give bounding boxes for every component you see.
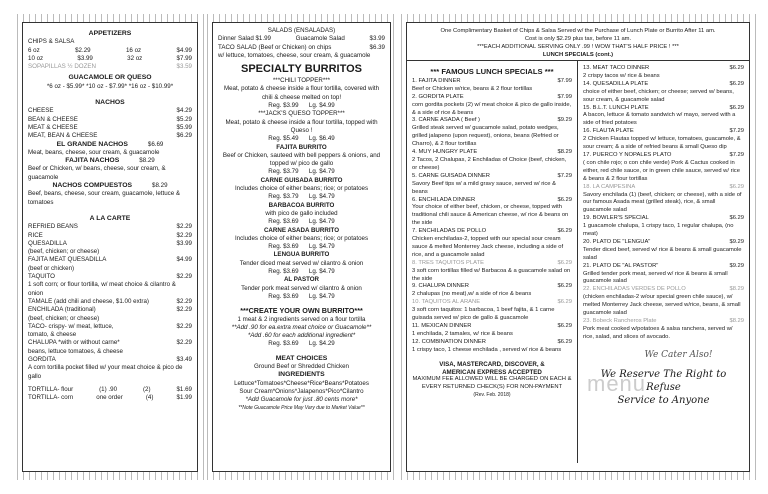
item-name: 18. LA CAMPESINA (583, 183, 636, 190)
tortilla-row (28, 386, 192, 394)
reg-price: Reg. $3.79 (268, 168, 299, 176)
nacho-special (28, 182, 192, 190)
item-price: $4.99 (176, 256, 192, 264)
cell: 6 oz (28, 46, 40, 54)
lg-price: Lg. $4.79 (308, 292, 335, 300)
burrito-price (218, 218, 385, 226)
tortilla-row (28, 394, 192, 402)
item-price: $2.29 (176, 322, 192, 330)
lg-price: Lg. $4.99 (308, 102, 335, 110)
burrito-desc: Meat, potato & cheese inside a flour tortilla, covered with chili & cheese melted on top! (223, 85, 380, 101)
cell: $3.99 (77, 54, 93, 62)
special-desc: 2 Tacos, 2 Chalupas, 2 Enchiladas of Choice (beef, chicken, or cheese) (412, 156, 567, 171)
special-desc: corn gordita pockets (2) w/ meat choice & pico de gallo inside, & a side of rice & beans (412, 101, 572, 116)
special-row (412, 149, 572, 157)
half-price-note: ***EACH ADDITIONAL SERVING ONLY .99 ! WOW THAT'S HALF PRICE ! *** (477, 44, 679, 50)
cards-accepted: VISA, MASTERCARD, DISCOVER, & (439, 360, 545, 368)
item-price: $6.29 (557, 196, 572, 203)
refuse-note: Service to Anyone (617, 394, 710, 406)
item-price: $2.29 (176, 273, 192, 281)
reg-price: Reg. $3.99 (268, 102, 299, 110)
special-row (412, 283, 572, 291)
special-desc: Your choice of either beef, chicken, or cheese, topped with traditional chili sauce & American cheese, w/ rice & beans on the side (412, 204, 569, 227)
special-desc: 1 enchilada, 2 tamales, w/ rice & beans (412, 330, 513, 337)
item-name: CHEESE (28, 107, 54, 115)
special-desc: Chicken enchiladas-2, topped with our special sour cream sauce & melted Monterrey Jack cheese, including a side of rice, and a guacamole salad (412, 236, 564, 258)
carte-row (28, 306, 192, 314)
special-row (583, 81, 744, 89)
cell: $7.99 (176, 54, 192, 62)
cell: 10 oz (28, 54, 44, 62)
fee-note: MAXIMUM FEE ALLOWED WILL BE CHARGED ON EACH & EVERY RETURNED CHECK(S) FOR NON-PAYMENT (412, 376, 572, 391)
cards-accepted: AMERICAN EXPRESS ACCEPTED (442, 368, 542, 376)
item-price: $2.29 (176, 339, 192, 347)
item-name: MEAT & CHEESE (28, 123, 78, 131)
refuse-note: We Reserve The Right to Refuse (600, 368, 727, 393)
item-desc: tomato, & cheese (28, 331, 77, 339)
item-name: 12. COMBINATION DINNER (412, 338, 486, 345)
special-row (583, 105, 744, 113)
item-desc: Meat, beans, cheese, sour cream, & guacamole (28, 148, 160, 156)
revision: (Rev. Feb. 2018) (473, 392, 511, 399)
special-desc: ( con chile rojo; o con chile verde) Pork & Cactus cooked in either, red chile sauce, or in green chile sauce, served w/ rice & beans & 2 flour tortillas (583, 159, 740, 182)
create-note: *Add .60 for each additional ingredient* (247, 332, 356, 340)
cell: one order (96, 394, 123, 402)
item: Dinner Salad $1.99 (218, 35, 271, 43)
special-desc: 1 guacamole chalupa, 1 crispy taco, 1 regular chalupa, (no meat) (583, 223, 734, 238)
reg-price: Reg. $5.49 (268, 135, 299, 143)
burrito-name: FAJITA BURRITO (276, 143, 327, 151)
special-row (583, 286, 744, 294)
item-price: $3.99 (369, 35, 385, 43)
item-price: $3.99 (176, 239, 192, 247)
cell: $1.99 (176, 394, 192, 402)
special-row (412, 94, 572, 102)
special-row (412, 117, 572, 125)
salad-row (218, 35, 385, 43)
section-title: GUACAMOLE OR QUESO (68, 74, 152, 82)
cell: $2.29 (75, 46, 91, 54)
item-desc: A corn tortilla pocket filled w/ your meat choice & pico de gallo (28, 364, 183, 380)
famous-lunch-specials (407, 61, 578, 463)
item-name: 17. PUERCO Y NOPALES PLATO (583, 151, 672, 158)
item-price: $2.29 (176, 297, 192, 305)
chips-offer: One Complimentary Basket of Chips & Salsa Served w/ the Purchase of Lunch Plate or Burrito After 11 am. (440, 28, 716, 34)
carte-row (28, 240, 192, 248)
item-name: GORDITA (28, 355, 56, 363)
item-price: $6.29 (557, 259, 572, 266)
sopapillas-row (28, 63, 192, 71)
carte-row (28, 223, 192, 231)
item-price: $5.99 (176, 123, 192, 131)
lg-price: Lg. $4.79 (308, 218, 335, 226)
create-price (218, 340, 385, 348)
item-price: $7.29 (557, 172, 572, 179)
reg-price: Reg. $3.69 (268, 218, 299, 226)
item-desc: Beef, beans, cheese, sour cream, guacamole, lettuce & tomatoes (28, 190, 181, 206)
item-price: $8.29 (152, 182, 168, 190)
item-price: $9.29 (729, 262, 744, 269)
item-price: $2.29 (176, 223, 192, 231)
special-row (412, 197, 572, 205)
cell: $4.99 (176, 46, 192, 54)
carte-row (28, 339, 192, 347)
special-desc: A bacon, lettuce & tomato sandwich w/ mayo, served with a side of fried potatoes (583, 112, 736, 127)
item-price: $6.29 (557, 338, 572, 345)
menu-panel-lunch-specials (398, 14, 758, 480)
reg-price: Reg. $3.69 (268, 243, 299, 251)
cell: 16 oz (125, 46, 142, 54)
chips-size-row (28, 55, 192, 63)
item-price: $6.39 (369, 43, 385, 51)
item-desc: (beef, chicken; or cheese) (28, 314, 100, 322)
burrito-desc: Includes choice of either beans; rice; or potatoes (234, 234, 369, 242)
lg-price: Lg. $4.79 (308, 243, 335, 251)
taco-salad-row (218, 44, 385, 52)
special-row (583, 318, 744, 326)
item-desc: 1 soft corn; or flour tortilla, w/ meat choice & cilantro & onion (28, 281, 176, 297)
carte-row (28, 273, 192, 281)
special-desc: 3 soft corn tortillas filled w/ Barbacoa & a guacamole salad on the side (412, 267, 571, 282)
special-desc: Beef or Chicken w/rice, beans & 2 flour tortillas (412, 85, 533, 92)
ingredients: Lettuce*Tomatoes*Cheese*Rice*Beans*Potatoes (234, 379, 369, 387)
item-name: 21. PLATO DE "AL PASTOR" (583, 262, 659, 269)
item-name: 13. MEAT TACO DINNER (583, 65, 650, 71)
cell: 32 oz (127, 54, 143, 62)
carte-row (28, 298, 192, 306)
burrito-name: ***CHILI TOPPER*** (272, 77, 331, 85)
chips-size-row (28, 47, 192, 55)
burrito-desc: Tender pork meat served w/ cilantro & onion (241, 284, 362, 292)
item-price: $6.29 (729, 65, 744, 71)
special-desc: Grilled tender pork meat, served w/ rice & beans & small guacamole salad (583, 270, 728, 285)
burrito-name: CARNE ASADA BURRITO (263, 226, 340, 234)
item-desc: Beef or Chicken, w/ beans, cheese, sour cream, & guacamole (28, 165, 166, 181)
item-price: $6.29 (729, 215, 744, 222)
special-desc: Grilled steak served w/ guacamole salad, potato wedges, grilled jalapeno (upon request), onions, beans (Refried or Charro), & 2 flour tortillas (412, 125, 559, 148)
item-name: 20. PLATO DE "LENGUA" (583, 238, 651, 245)
cell: TORTILLA- corn (28, 394, 74, 402)
cell: (1) .90 (99, 385, 118, 393)
nacho-special (28, 141, 192, 149)
item-name: FAJITA NACHOS (65, 157, 120, 165)
item-name: MEAT, BEAN & CHEESE (28, 132, 98, 140)
special-desc: 2 Chicken Flautas topped w/ lettuce, tomatoes, guacamole, & sour cream; & a side of refried beans & small Queso dip (583, 136, 741, 151)
burrito-name: LENGUA BURRITO (273, 251, 330, 259)
special-row (583, 184, 744, 192)
item-name: TAQUITO (28, 273, 55, 281)
menu-panel-burritos (204, 14, 399, 480)
special-desc: Tender diced beef, served w/ rice & beans & small guacamole salad (583, 246, 742, 261)
item-name: 19. BOWLER'S SPECIAL (583, 215, 649, 222)
item-price: $6.29 (557, 299, 572, 306)
item-price: $6.29 (176, 132, 192, 140)
item-name: 22. ENCHILADAS VERDES DE POLLO (583, 286, 686, 293)
lg-price: Lg. $4.79 (308, 193, 335, 201)
create-note: **Add .90 for ea.extra meat choice or Guacamole** (231, 323, 372, 331)
menu-panel-appetizers (14, 14, 206, 480)
carte-row (28, 232, 192, 240)
burrito-desc: with pico de gallo included (265, 209, 338, 217)
reg-price: Reg. $3.69 (268, 292, 299, 300)
nacho-row (28, 107, 192, 115)
item-price: $2.29 (176, 231, 192, 239)
special-row (412, 173, 572, 181)
item-price: $6.29 (729, 104, 744, 111)
item-price: $9.29 (557, 117, 572, 124)
burrito-name: ***JACK'S QUESO TOPPER*** (258, 110, 345, 118)
lg-price: Lg. $4.29 (308, 340, 335, 348)
special-desc: 1 crispy taco, 1 cheese enchilada , served w/ rice & beans (412, 346, 562, 353)
nacho-special (28, 157, 192, 165)
item-name: SOPAPILLAS ½ DOZEN (28, 63, 96, 71)
section-title: SPECIALTY BURRITOS (240, 63, 363, 76)
special-desc: (chicken enchiladas-2 w/our special green chile sauce), w/ melted Monterrey Jack cheese, served w/rice, beans, & small guacamole salad (583, 294, 741, 317)
nacho-row (28, 116, 192, 124)
special-row (583, 239, 744, 247)
burrito-price (218, 243, 385, 251)
item-name: ENCHILADA (traditional) (28, 306, 96, 314)
special-desc: Savory enchilada (1) (beef, chicken; or cheese), with a side of our famous Asada meat (grilled steak), rice, & small guacamole salad (583, 191, 742, 214)
burrito-price (218, 293, 385, 301)
item-price: $8.29 (139, 157, 155, 165)
special-desc: Savory Beef tips w/ a mild gravy sauce, served w/ rice & beans (412, 180, 557, 195)
lunch-specials-cont (578, 61, 749, 463)
item-name: 16. FLAUTA PLATE (583, 128, 634, 135)
special-row (583, 128, 744, 136)
special-desc: 3 soft corn taquitos: 1 barbacoa, 1 beef fajita, & 1 carne guisada served w/ pico de gallo & guacamole (412, 307, 555, 322)
item-price: $7.99 (557, 93, 572, 100)
burrito-price (218, 193, 385, 201)
reg-price: Reg. $3.69 (268, 340, 299, 348)
item-price: $6.29 (729, 80, 744, 87)
item-name: TACO SALAD (Beef or Chicken) on chips (218, 43, 332, 51)
item-name: 1. FAJITA DINNER (412, 77, 461, 84)
section-title: A LA CARTE (89, 214, 131, 222)
burrito-price (218, 135, 385, 143)
item-price: $9.29 (729, 238, 744, 245)
item-name: EL GRANDE NACHOS (56, 140, 128, 148)
carte-row (28, 256, 192, 264)
special-row (412, 323, 572, 331)
burrito-name: BARBACOA BURRITO (268, 201, 335, 209)
item-price: $7.29 (729, 128, 744, 135)
item-desc: w/ lettuce, tomatoes, cheese, sour cream, & guacamole (218, 51, 371, 59)
cater-note: We Cater Also! (644, 349, 713, 360)
meat-choices: Ground Beef or Shredded Chicken (254, 362, 349, 370)
burrito-price (218, 268, 385, 276)
item-name: NACHOS COMPUESTOS (52, 182, 133, 190)
item-price: $3.49 (176, 355, 192, 363)
item-name: TAMALE (add chili and cheese, $1.00 extra) (28, 297, 149, 305)
cell: $1.69 (176, 385, 192, 393)
item-price: $3.59 (176, 63, 192, 71)
item-price: $4.29 (176, 107, 192, 115)
section-title: ***CREATE YOUR OWN BURRITO*** (240, 306, 363, 316)
market-note: **Note Guacamole Price May Vary due to Market Value** (238, 405, 365, 412)
reg-price: Reg. $3.79 (268, 193, 299, 201)
section-title: NACHOS (95, 99, 125, 107)
guac-note: *Add Guacamole for just .80 cents more* (245, 396, 358, 404)
item-name: 8. TRES TAQUITOS PLATE (412, 259, 484, 266)
item-price: $6.69 (147, 140, 164, 148)
item-price: $7.99 (557, 77, 572, 84)
item-name: RICE (28, 231, 43, 239)
burrito-name: CARNE GUISADA BURRITO (260, 176, 343, 184)
item-name: FAJITA MEAT QUESADILLA (28, 256, 107, 264)
item-name: 5. CARNE GUISADA DINNER (412, 172, 490, 179)
item-name: 3. CARNE ASADA ( Beef ) (412, 117, 480, 124)
item-price: $6.29 (557, 323, 572, 329)
section-title: *** FAMOUS LUNCH SPECIALS *** (430, 67, 554, 76)
item-name: CHALUPA *with or without carne* (28, 339, 120, 347)
item-price: $8.29 (557, 149, 572, 156)
special-row (583, 152, 744, 160)
special-desc: Pork meat cooked w/potatoes & salsa ranchera, served w/ rice, salad, and slices of avocado. (583, 325, 733, 340)
special-desc: choice of either beef, chicken; or cheese; served w/ beans, sour cream, & guacamole salad (583, 88, 734, 103)
ingredients: Sour Cream*Onions*Jalapenos*Pico*Cilantro (239, 387, 364, 395)
carte-row (28, 356, 192, 364)
special-row (412, 260, 572, 268)
item-name: TACO- crispy- w/ meat, lettuce, (28, 322, 114, 330)
chips-cost: Cost is only $2.29 plus tax, before 11 am. (524, 36, 632, 42)
section-title: INGREDIENTS (278, 371, 325, 379)
item-name: 2. GORDITA PLATE (412, 93, 464, 100)
item-name: 11. MEXICAN DINNER (412, 323, 472, 329)
special-desc: 2 chalupas (no meat),w/ a side of rice & beans (412, 291, 532, 298)
item-name: CHIPS & SALSA (28, 38, 75, 46)
item-name: 14. QUESADILLA PLATE (583, 80, 649, 87)
burrito-desc: Includes choice of either beans; rice; or potatoes (234, 185, 369, 193)
item-price: $5.29 (176, 115, 192, 123)
item-name: 15. B.L.T. LUNCH PLATE (583, 104, 649, 111)
burrito-price (218, 102, 385, 110)
section-title: SALADS (ENSALADAS) (267, 27, 336, 34)
burrito-desc: Tender diced meat served w/ cilantro & onion (239, 259, 364, 267)
item-name: BEAN & CHEESE (28, 115, 78, 123)
item: Guacamole Salad (295, 35, 345, 43)
cell: (2) (142, 385, 151, 393)
item-price: $6.29 (557, 283, 572, 290)
nacho-row (28, 132, 192, 140)
reg-price: Reg. $3.69 (268, 268, 299, 276)
item-price: $7.29 (729, 151, 744, 158)
item-price: $8.29 (729, 318, 744, 324)
special-row (583, 65, 744, 73)
item-name: 23. Bobeck Rancheros Plate (583, 318, 657, 324)
item-name: 10. TAQUITOS AL ARANE (412, 299, 481, 306)
cell: (4) (145, 394, 154, 402)
item-name: 4. MUY HUNGRY PLATE (412, 149, 478, 156)
item-name: 6. ENCHILADA DINNER (412, 196, 476, 203)
burrito-desc: Beef or Chicken, sauteed with bell peppers & onions, and topped w/ pico de gallo (222, 151, 381, 168)
burrito-price (218, 168, 385, 176)
lg-price: Lg. $6.49 (308, 135, 335, 143)
item-price: $6.29 (729, 183, 744, 190)
section-title: APPETIZERS (88, 30, 132, 37)
special-row (412, 228, 572, 236)
item-desc: (beef or chicken) (28, 264, 75, 272)
special-row (412, 299, 572, 307)
item-price: $6.29 (557, 228, 572, 235)
item-name: REFRIED BEANS (28, 223, 78, 231)
item-price: $8.29 (729, 286, 744, 293)
burrito-desc: Meat, potato & cheese inside a flour tortilla, topped with Queso ! (225, 118, 378, 134)
item-price: $2.29 (176, 306, 192, 314)
special-row (583, 215, 744, 223)
special-row (583, 263, 744, 271)
special-desc: 2 crispy tacos w/ rice & beans (583, 72, 660, 79)
lg-price: Lg. $4.79 (308, 268, 335, 276)
guac-sizes: *6 oz - $5.99* *10 oz - $7.99* *16 oz - $10.99* (46, 82, 174, 90)
special-row (412, 78, 572, 86)
item-name: 7. ENCHILADAS DE POLLO (412, 228, 487, 235)
special-row (412, 339, 572, 347)
cell: TORTILLA- flour (28, 385, 74, 393)
create-note: 1 meat & 2 ingredients served on a flour tortilla (237, 315, 366, 323)
carte-row (28, 323, 192, 331)
burrito-name: AL PASTOR (283, 276, 320, 284)
nacho-row (28, 124, 192, 132)
lunch-header (407, 23, 749, 61)
watermark: menu (587, 371, 647, 396)
item-name: QUESADILLA (28, 239, 67, 247)
item-desc: (beef, chicken; or cheese) (28, 248, 100, 256)
lunch-cont-title: LUNCH SPECIALS (cont.) (542, 52, 614, 58)
section-title: MEAT CHOICES (275, 354, 328, 362)
item-name: 9. CHALUPA DINNER (412, 283, 469, 290)
lg-price: Lg. $4.79 (308, 168, 335, 176)
item-desc: beans, lettuce tomatoes, & cheese (28, 347, 123, 355)
